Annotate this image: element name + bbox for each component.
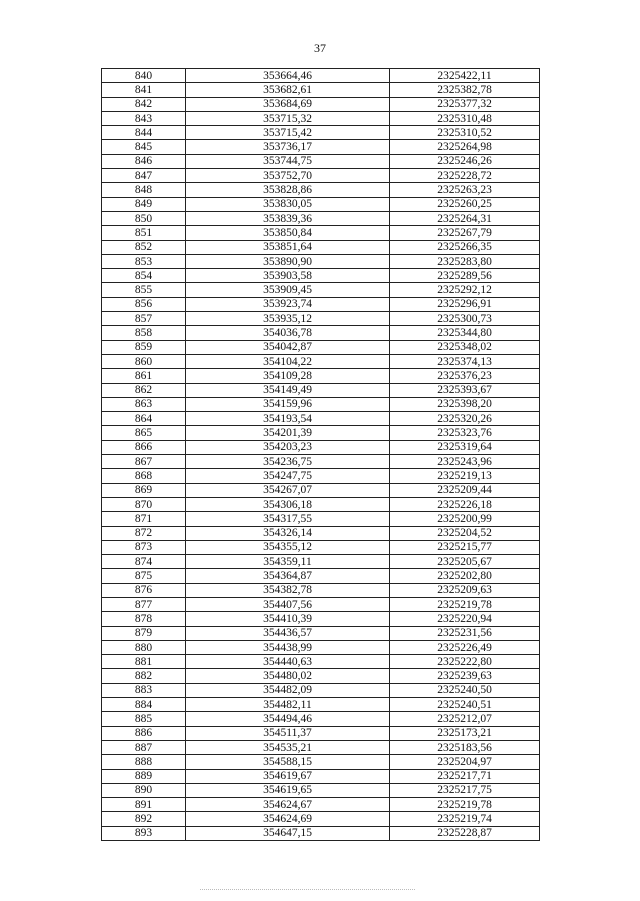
y-coordinate-cell: 2325310,48: [390, 111, 540, 125]
point-number-cell: 866: [102, 440, 186, 454]
y-coordinate-cell: 2325200,99: [390, 512, 540, 526]
y-coordinate-cell: 2325376,23: [390, 369, 540, 383]
table-row: [102, 312, 540, 326]
table-row: [102, 397, 540, 411]
y-coordinate-cell: 2325243,96: [390, 455, 540, 469]
y-coordinate-cell: 2325240,51: [390, 698, 540, 712]
table-row: [102, 111, 540, 125]
x-coordinate-cell: 353752,70: [186, 169, 390, 183]
table-row: [102, 469, 540, 483]
x-coordinate-cell: 354193,54: [186, 412, 390, 426]
point-number-cell: 855: [102, 283, 186, 297]
point-number-cell: 865: [102, 426, 186, 440]
x-coordinate-cell: 353890,90: [186, 254, 390, 268]
x-coordinate-cell: 354036,78: [186, 326, 390, 340]
y-coordinate-cell: 2325204,97: [390, 755, 540, 769]
table-row: [102, 440, 540, 454]
point-number-cell: 852: [102, 240, 186, 254]
y-coordinate-cell: 2325296,91: [390, 297, 540, 311]
y-coordinate-cell: 2325246,26: [390, 154, 540, 168]
x-coordinate-cell: 353851,64: [186, 240, 390, 254]
x-coordinate-cell: 354042,87: [186, 340, 390, 354]
point-number-cell: 863: [102, 397, 186, 411]
y-coordinate-cell: 2325319,64: [390, 440, 540, 454]
table-row: [102, 569, 540, 583]
point-number-cell: 870: [102, 497, 186, 511]
y-coordinate-cell: 2325289,56: [390, 269, 540, 283]
y-coordinate-cell: 2325217,75: [390, 783, 540, 797]
y-coordinate-cell: 2325240,50: [390, 683, 540, 697]
y-coordinate-cell: 2325226,18: [390, 497, 540, 511]
point-number-cell: 862: [102, 383, 186, 397]
point-number-cell: 885: [102, 712, 186, 726]
y-coordinate-cell: 2325215,77: [390, 540, 540, 554]
y-coordinate-cell: 2325344,80: [390, 326, 540, 340]
x-coordinate-cell: 353715,42: [186, 126, 390, 140]
table-row: [102, 540, 540, 554]
x-coordinate-cell: 353903,58: [186, 269, 390, 283]
point-number-cell: 857: [102, 312, 186, 326]
table-row: [102, 626, 540, 640]
table-row: [102, 655, 540, 669]
y-coordinate-cell: 2325283,80: [390, 254, 540, 268]
table-row: [102, 712, 540, 726]
scan-artifact-line: [200, 889, 415, 890]
coordinates-table: [101, 68, 540, 841]
y-coordinate-cell: 2325320,26: [390, 412, 540, 426]
point-number-cell: 854: [102, 269, 186, 283]
y-coordinate-cell: 2325260,25: [390, 197, 540, 211]
x-coordinate-cell: 353684,69: [186, 97, 390, 111]
y-coordinate-cell: 2325382,78: [390, 83, 540, 97]
table-row: [102, 412, 540, 426]
y-coordinate-cell: 2325264,31: [390, 211, 540, 225]
y-coordinate-cell: 2325219,74: [390, 812, 540, 826]
table-row: [102, 826, 540, 840]
point-number-cell: 856: [102, 297, 186, 311]
table-row: [102, 512, 540, 526]
point-number-cell: 893: [102, 826, 186, 840]
x-coordinate-cell: 354438,99: [186, 640, 390, 654]
x-coordinate-cell: 354407,56: [186, 597, 390, 611]
table-row: [102, 211, 540, 225]
point-number-cell: 867: [102, 455, 186, 469]
x-coordinate-cell: 354201,39: [186, 426, 390, 440]
table-row: [102, 698, 540, 712]
table-row: [102, 197, 540, 211]
x-coordinate-cell: 354109,28: [186, 369, 390, 383]
point-number-cell: 864: [102, 412, 186, 426]
x-coordinate-cell: 354306,18: [186, 497, 390, 511]
y-coordinate-cell: 2325219,78: [390, 597, 540, 611]
x-coordinate-cell: 353923,74: [186, 297, 390, 311]
x-coordinate-cell: 353830,05: [186, 197, 390, 211]
point-number-cell: 861: [102, 369, 186, 383]
x-coordinate-cell: 353850,84: [186, 226, 390, 240]
x-coordinate-cell: 354480,02: [186, 669, 390, 683]
table-row: [102, 154, 540, 168]
y-coordinate-cell: 2325220,94: [390, 612, 540, 626]
point-number-cell: 850: [102, 211, 186, 225]
table-row: [102, 269, 540, 283]
table-row: [102, 583, 540, 597]
x-coordinate-cell: 353736,17: [186, 140, 390, 154]
table-row: [102, 326, 540, 340]
table-row: [102, 740, 540, 754]
y-coordinate-cell: 2325173,21: [390, 726, 540, 740]
y-coordinate-cell: 2325209,63: [390, 583, 540, 597]
page-number: 37: [314, 41, 326, 55]
x-coordinate-cell: 354104,22: [186, 354, 390, 368]
table-row: [102, 83, 540, 97]
table-row: [102, 354, 540, 368]
x-coordinate-cell: 353715,32: [186, 111, 390, 125]
y-coordinate-cell: 2325219,78: [390, 798, 540, 812]
y-coordinate-cell: 2325422,11: [390, 69, 540, 83]
point-number-cell: 888: [102, 755, 186, 769]
point-number-cell: 859: [102, 340, 186, 354]
table-row: [102, 340, 540, 354]
x-coordinate-cell: 354588,15: [186, 755, 390, 769]
point-number-cell: 869: [102, 483, 186, 497]
table-row: [102, 669, 540, 683]
point-number-cell: 882: [102, 669, 186, 683]
table-row: [102, 612, 540, 626]
point-number-cell: 892: [102, 812, 186, 826]
point-number-cell: 853: [102, 254, 186, 268]
x-coordinate-cell: 354247,75: [186, 469, 390, 483]
point-number-cell: 868: [102, 469, 186, 483]
x-coordinate-cell: 354149,49: [186, 383, 390, 397]
y-coordinate-cell: 2325204,52: [390, 526, 540, 540]
x-coordinate-cell: 354410,39: [186, 612, 390, 626]
point-number-cell: 858: [102, 326, 186, 340]
point-number-cell: 889: [102, 769, 186, 783]
point-number-cell: 872: [102, 526, 186, 540]
point-number-cell: 891: [102, 798, 186, 812]
x-coordinate-cell: 354624,67: [186, 798, 390, 812]
table-row: [102, 755, 540, 769]
point-number-cell: 840: [102, 69, 186, 83]
table-row: [102, 297, 540, 311]
point-number-cell: 860: [102, 354, 186, 368]
y-coordinate-cell: 2325292,12: [390, 283, 540, 297]
y-coordinate-cell: 2325228,72: [390, 169, 540, 183]
point-number-cell: 844: [102, 126, 186, 140]
point-number-cell: 886: [102, 726, 186, 740]
y-coordinate-cell: 2325348,02: [390, 340, 540, 354]
point-number-cell: 884: [102, 698, 186, 712]
x-coordinate-cell: 354511,37: [186, 726, 390, 740]
x-coordinate-cell: 354326,14: [186, 526, 390, 540]
table-row: [102, 483, 540, 497]
point-number-cell: 871: [102, 512, 186, 526]
table-row: [102, 69, 540, 83]
point-number-cell: 881: [102, 655, 186, 669]
table-row: [102, 769, 540, 783]
point-number-cell: 880: [102, 640, 186, 654]
point-number-cell: 873: [102, 540, 186, 554]
point-number-cell: 843: [102, 111, 186, 125]
table-row: [102, 683, 540, 697]
table-row: [102, 798, 540, 812]
x-coordinate-cell: 354619,67: [186, 769, 390, 783]
point-number-cell: 848: [102, 183, 186, 197]
point-number-cell: 883: [102, 683, 186, 697]
table-row: [102, 169, 540, 183]
point-number-cell: 874: [102, 555, 186, 569]
y-coordinate-cell: 2325393,67: [390, 383, 540, 397]
table-row: [102, 726, 540, 740]
point-number-cell: 851: [102, 226, 186, 240]
y-coordinate-cell: 2325323,76: [390, 426, 540, 440]
table-row: [102, 426, 540, 440]
point-number-cell: 879: [102, 626, 186, 640]
y-coordinate-cell: 2325377,32: [390, 97, 540, 111]
point-number-cell: 841: [102, 83, 186, 97]
point-number-cell: 890: [102, 783, 186, 797]
table-row: [102, 254, 540, 268]
y-coordinate-cell: 2325239,63: [390, 669, 540, 683]
point-number-cell: 887: [102, 740, 186, 754]
table-row: [102, 183, 540, 197]
table-row: [102, 383, 540, 397]
y-coordinate-cell: 2325205,67: [390, 555, 540, 569]
x-coordinate-cell: 354236,75: [186, 455, 390, 469]
x-coordinate-cell: 354535,21: [186, 740, 390, 754]
table-row: [102, 526, 540, 540]
x-coordinate-cell: 353935,12: [186, 312, 390, 326]
table-row: [102, 126, 540, 140]
x-coordinate-cell: 354359,11: [186, 555, 390, 569]
y-coordinate-cell: 2325266,35: [390, 240, 540, 254]
y-coordinate-cell: 2325222,80: [390, 655, 540, 669]
table-row: [102, 555, 540, 569]
y-coordinate-cell: 2325267,79: [390, 226, 540, 240]
table-row: [102, 812, 540, 826]
y-coordinate-cell: 2325374,13: [390, 354, 540, 368]
x-coordinate-cell: 354436,57: [186, 626, 390, 640]
x-coordinate-cell: 354159,96: [186, 397, 390, 411]
table-row: [102, 640, 540, 654]
x-coordinate-cell: 353682,61: [186, 83, 390, 97]
x-coordinate-cell: 354440,63: [186, 655, 390, 669]
point-number-cell: 845: [102, 140, 186, 154]
y-coordinate-cell: 2325183,56: [390, 740, 540, 754]
point-number-cell: 875: [102, 569, 186, 583]
x-coordinate-cell: 354647,15: [186, 826, 390, 840]
x-coordinate-cell: 353744,75: [186, 154, 390, 168]
x-coordinate-cell: 354619,65: [186, 783, 390, 797]
y-coordinate-cell: 2325264,98: [390, 140, 540, 154]
y-coordinate-cell: 2325310,52: [390, 126, 540, 140]
table-row: [102, 226, 540, 240]
x-coordinate-cell: 354482,11: [186, 698, 390, 712]
y-coordinate-cell: 2325263,23: [390, 183, 540, 197]
point-number-cell: 877: [102, 597, 186, 611]
point-number-cell: 878: [102, 612, 186, 626]
x-coordinate-cell: 354624,69: [186, 812, 390, 826]
point-number-cell: 876: [102, 583, 186, 597]
x-coordinate-cell: 353664,46: [186, 69, 390, 83]
y-coordinate-cell: 2325202,80: [390, 569, 540, 583]
x-coordinate-cell: 353828,86: [186, 183, 390, 197]
x-coordinate-cell: 354267,07: [186, 483, 390, 497]
table-row: [102, 140, 540, 154]
x-coordinate-cell: 354317,55: [186, 512, 390, 526]
x-coordinate-cell: 354494,46: [186, 712, 390, 726]
x-coordinate-cell: 354382,78: [186, 583, 390, 597]
y-coordinate-cell: 2325226,49: [390, 640, 540, 654]
x-coordinate-cell: 353909,45: [186, 283, 390, 297]
x-coordinate-cell: 354355,12: [186, 540, 390, 554]
table-row: [102, 97, 540, 111]
x-coordinate-cell: 354364,87: [186, 569, 390, 583]
table-row: [102, 455, 540, 469]
table-row: [102, 283, 540, 297]
x-coordinate-cell: 353839,36: [186, 211, 390, 225]
y-coordinate-cell: 2325209,44: [390, 483, 540, 497]
y-coordinate-cell: 2325231,56: [390, 626, 540, 640]
point-number-cell: 849: [102, 197, 186, 211]
y-coordinate-cell: 2325212,07: [390, 712, 540, 726]
y-coordinate-cell: 2325228,87: [390, 826, 540, 840]
table-row: [102, 369, 540, 383]
table-row: [102, 497, 540, 511]
x-coordinate-cell: 354482,09: [186, 683, 390, 697]
y-coordinate-cell: 2325219,13: [390, 469, 540, 483]
point-number-cell: 847: [102, 169, 186, 183]
x-coordinate-cell: 354203,23: [186, 440, 390, 454]
table-row: [102, 783, 540, 797]
point-number-cell: 846: [102, 154, 186, 168]
y-coordinate-cell: 2325217,71: [390, 769, 540, 783]
coordinates-table-body: [102, 69, 540, 841]
table-row: [102, 597, 540, 611]
y-coordinate-cell: 2325300,73: [390, 312, 540, 326]
point-number-cell: 842: [102, 97, 186, 111]
table-row: [102, 240, 540, 254]
y-coordinate-cell: 2325398,20: [390, 397, 540, 411]
